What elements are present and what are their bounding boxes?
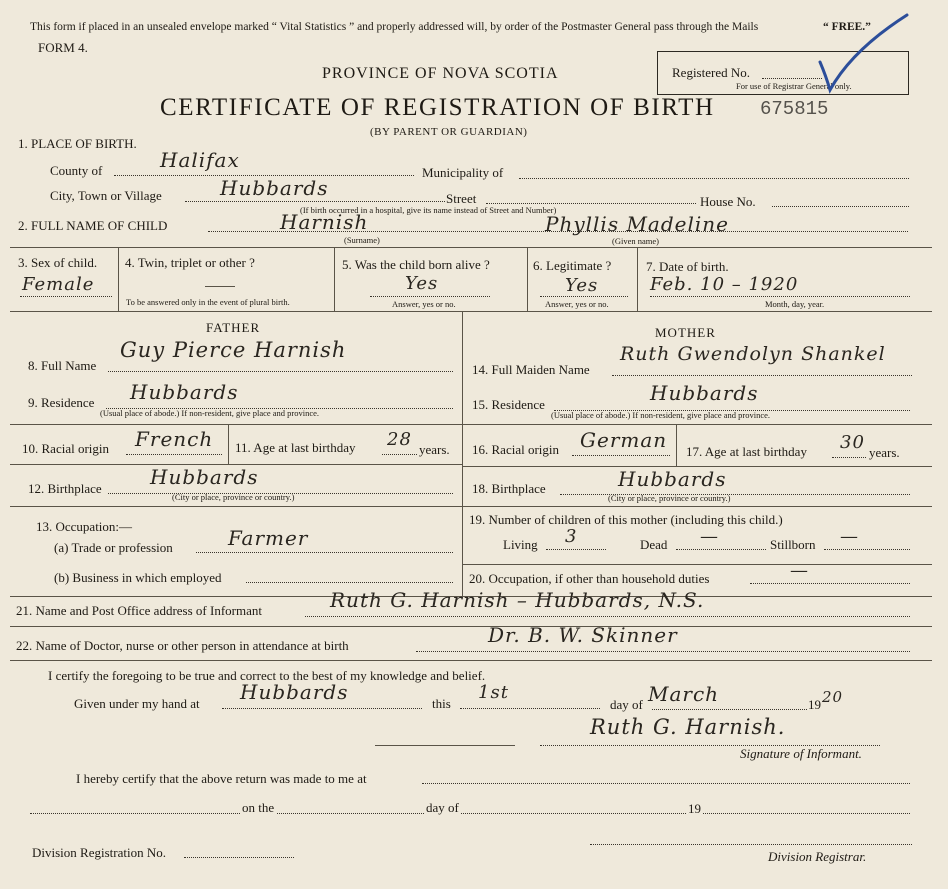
date-value: Feb. 10 – 1920 <box>650 274 799 295</box>
division-no-label: Division Registration No. <box>32 845 166 860</box>
mother-occ-label: 20. Occupation, if other than household duties <box>469 571 710 586</box>
twin-label: 4. Twin, triplet or other ? <box>125 255 255 270</box>
mother-occ: — <box>790 560 809 581</box>
father-race-label: 10. Racial origin <box>22 441 110 456</box>
certificate-title: CERTIFICATE OF REGISTRATION OF BIRTH <box>160 94 715 121</box>
mother-children-label: 19. Number of children of this mother (including this child.) <box>469 512 783 527</box>
on-label: on the <box>242 800 275 815</box>
informant-line <box>305 616 910 617</box>
day-line <box>460 708 600 709</box>
mother-bp-label: 18. Birthplace <box>472 481 546 496</box>
sex-label: 3. Sex of child. <box>18 255 98 270</box>
municipality-line <box>519 178 909 179</box>
twin-note: To be answered only in the event of plural birth. <box>126 297 290 307</box>
alive-label: 5. Was the child born alive ? <box>342 257 490 272</box>
seal-line <box>375 745 515 746</box>
given-place-line <box>222 708 422 709</box>
mother-name-line <box>612 375 912 376</box>
doctor-label: 22. Name of Doctor, nurse or other person in attendance at birth <box>16 638 349 653</box>
row-divider <box>10 660 932 661</box>
given-note: (Given name) <box>612 236 659 246</box>
twin-value <box>205 286 235 287</box>
month-line <box>652 709 807 710</box>
division-registrar-label: Division Registrar. <box>768 849 867 864</box>
mother-res-note: (Usual place of abode.) If non-resident, give place and province. <box>551 410 771 420</box>
registrar-sign-line <box>590 844 912 845</box>
father-race: French <box>135 427 214 451</box>
county-label: County of <box>50 163 103 178</box>
mother-dead-line <box>676 549 766 550</box>
mother-stillborn-label: Stillborn <box>770 537 816 552</box>
alive-value: Yes <box>405 273 439 294</box>
father-race-line <box>126 454 222 455</box>
mother-res: Hubbards <box>650 381 759 405</box>
form-number: FORM 4. <box>38 40 88 55</box>
mother-dead: — <box>700 526 719 547</box>
father-res: Hubbards <box>130 380 239 404</box>
place-of-birth-label: 1. PLACE OF BIRTH. <box>18 136 137 151</box>
parents-divider <box>462 311 463 596</box>
checkmark-icon <box>812 10 912 95</box>
date-line <box>650 296 910 297</box>
col-divider <box>637 247 638 311</box>
given-place: Hubbards <box>240 680 349 704</box>
hospital-note: (If birth occurred in a hospital, give its name instead of Street and Number) <box>300 205 557 215</box>
street-line <box>486 203 696 204</box>
legit-note: Answer, yes or no. <box>545 299 609 309</box>
child-surname: Harnish <box>280 210 369 234</box>
alive-line <box>370 296 490 297</box>
province-title: PROVINCE OF NOVA SCOTIA <box>322 65 559 82</box>
father-business-label: (b) Business in which employed <box>54 570 222 585</box>
legit-value: Yes <box>565 275 599 296</box>
given-year: 20 <box>822 688 844 706</box>
dayof-label: day of <box>610 697 643 712</box>
father-name-label: 8. Full Name <box>28 358 97 373</box>
mother-name: Ruth Gwendolyn Shankel <box>620 343 886 365</box>
father-age-label: 11. Age at last birthday <box>235 440 356 455</box>
child-given-name: Phyllis Madeline <box>545 212 729 236</box>
signature-label: Signature of Informant. <box>740 746 862 761</box>
date-note: Month, day, year. <box>765 299 825 309</box>
row-divider <box>10 424 462 425</box>
row-divider <box>10 247 932 248</box>
mother-heading: MOTHER <box>655 325 716 340</box>
date-label: 7. Date of birth. <box>646 259 729 274</box>
mother-living: 3 <box>565 526 578 547</box>
mother-race: German <box>580 428 668 452</box>
child-name-label: 2. FULL NAME OF CHILD <box>18 218 168 233</box>
mother-age-label: 17. Age at last birthday <box>686 444 807 459</box>
father-age-line <box>382 454 417 455</box>
street-label: Street <box>446 191 477 206</box>
mail-notice: This form if placed in an unsealed envelope marked “ Vital Statistics ” and properly addressed will, by order of the Postmaster General pass through the Mails <box>30 21 759 33</box>
mother-age: 30 <box>840 432 865 453</box>
mother-dead-label: Dead <box>640 537 668 552</box>
father-bp-note: (City or place, province or country.) <box>172 492 295 502</box>
county-value: Halifax <box>160 148 240 172</box>
father-age: 28 <box>387 429 412 450</box>
informant-signature: Ruth G. Harnish. <box>590 715 786 739</box>
mother-years: years. <box>869 445 900 460</box>
registered-label: Registered No. <box>672 65 750 80</box>
sex-value: Female <box>22 274 95 295</box>
given-day: 1st <box>478 682 509 703</box>
father-bp-label: 12. Birthplace <box>28 481 102 496</box>
registrar-full-line <box>30 813 910 814</box>
municipality-label: Municipality of <box>422 165 504 180</box>
father-trade: Farmer <box>228 526 309 550</box>
col-divider <box>676 424 677 466</box>
row-divider <box>10 506 462 507</box>
registrar-note: For use of Registrar General only. <box>736 81 852 91</box>
father-name-line <box>108 371 453 372</box>
registrar-place-line <box>422 783 910 784</box>
mother-age-line <box>832 457 866 458</box>
father-res-label: 9. Residence <box>28 395 95 410</box>
mother-bp: Hubbards <box>618 467 727 491</box>
free-mark: “ FREE.” <box>823 21 871 33</box>
father-bp: Hubbards <box>150 465 259 489</box>
city-line <box>185 201 445 202</box>
doctor-value: Dr. B. W. Skinner <box>488 623 678 647</box>
mother-living-line <box>546 549 606 550</box>
informant-value: Ruth G. Harnish – Hubbards, N.S. <box>330 588 705 612</box>
mother-stillborn: — <box>840 526 859 547</box>
city-value: Hubbards <box>220 176 329 200</box>
row-divider <box>462 506 932 507</box>
city-label: City, Town or Village <box>50 188 162 203</box>
father-business-line <box>246 582 453 583</box>
father-years: years. <box>419 442 450 457</box>
mother-name-label: 14. Full Maiden Name <box>472 362 590 377</box>
alive-note: Answer, yes or no. <box>392 299 456 309</box>
certify-statement: I certify the foregoing to be true and correct to the best of my knowledge and belief. <box>48 668 486 683</box>
division-no-line <box>184 857 294 858</box>
col-divider <box>118 247 119 311</box>
given-month: March <box>648 682 720 706</box>
surname-note: (Surname) <box>344 235 380 245</box>
mother-bp-note: (City or place, province or country.) <box>608 493 731 503</box>
father-trade-label: (a) Trade or profession <box>54 540 173 555</box>
col-divider <box>527 247 528 311</box>
registrar-dayof-label: day of <box>426 800 459 815</box>
this-label: this <box>432 696 451 711</box>
mother-res-label: 15. Residence <box>472 397 545 412</box>
subtitle: (BY PARENT OR GUARDIAN) <box>370 126 528 138</box>
year-prefix: 19 <box>808 697 821 712</box>
row-divider <box>462 424 932 425</box>
house-line <box>772 206 909 207</box>
legit-line <box>540 296 628 297</box>
row-divider <box>462 564 932 565</box>
father-occ-label: 13. Occupation:— <box>36 519 133 534</box>
informant-label: 21. Name and Post Office address of Informant <box>16 603 262 618</box>
row-divider <box>10 626 932 627</box>
row-divider <box>10 311 932 312</box>
mother-race-label: 16. Racial origin <box>472 442 560 457</box>
col-divider <box>334 247 335 311</box>
doctor-line <box>416 651 910 652</box>
mother-race-line <box>572 455 670 456</box>
sex-line <box>20 296 112 297</box>
mother-living-label: Living <box>503 537 538 552</box>
legit-label: 6. Legitimate ? <box>533 258 612 273</box>
registrar-year-prefix: 19 <box>688 801 701 816</box>
given-label: Given under my hand at <box>74 696 200 711</box>
mother-occ-line <box>750 583 910 584</box>
house-label: House No. <box>700 194 756 209</box>
father-heading: FATHER <box>206 320 261 335</box>
col-divider <box>228 424 229 464</box>
father-res-note: (Usual place of abode.) If non-resident, give place and province. <box>100 408 320 418</box>
stamp-number: 675815 <box>760 98 829 120</box>
registrar-statement: I hereby certify that the above return was made to me at <box>76 771 367 786</box>
father-trade-line <box>196 552 453 553</box>
father-name: Guy Pierce Harnish <box>120 338 347 362</box>
mother-stillborn-line <box>824 549 910 550</box>
